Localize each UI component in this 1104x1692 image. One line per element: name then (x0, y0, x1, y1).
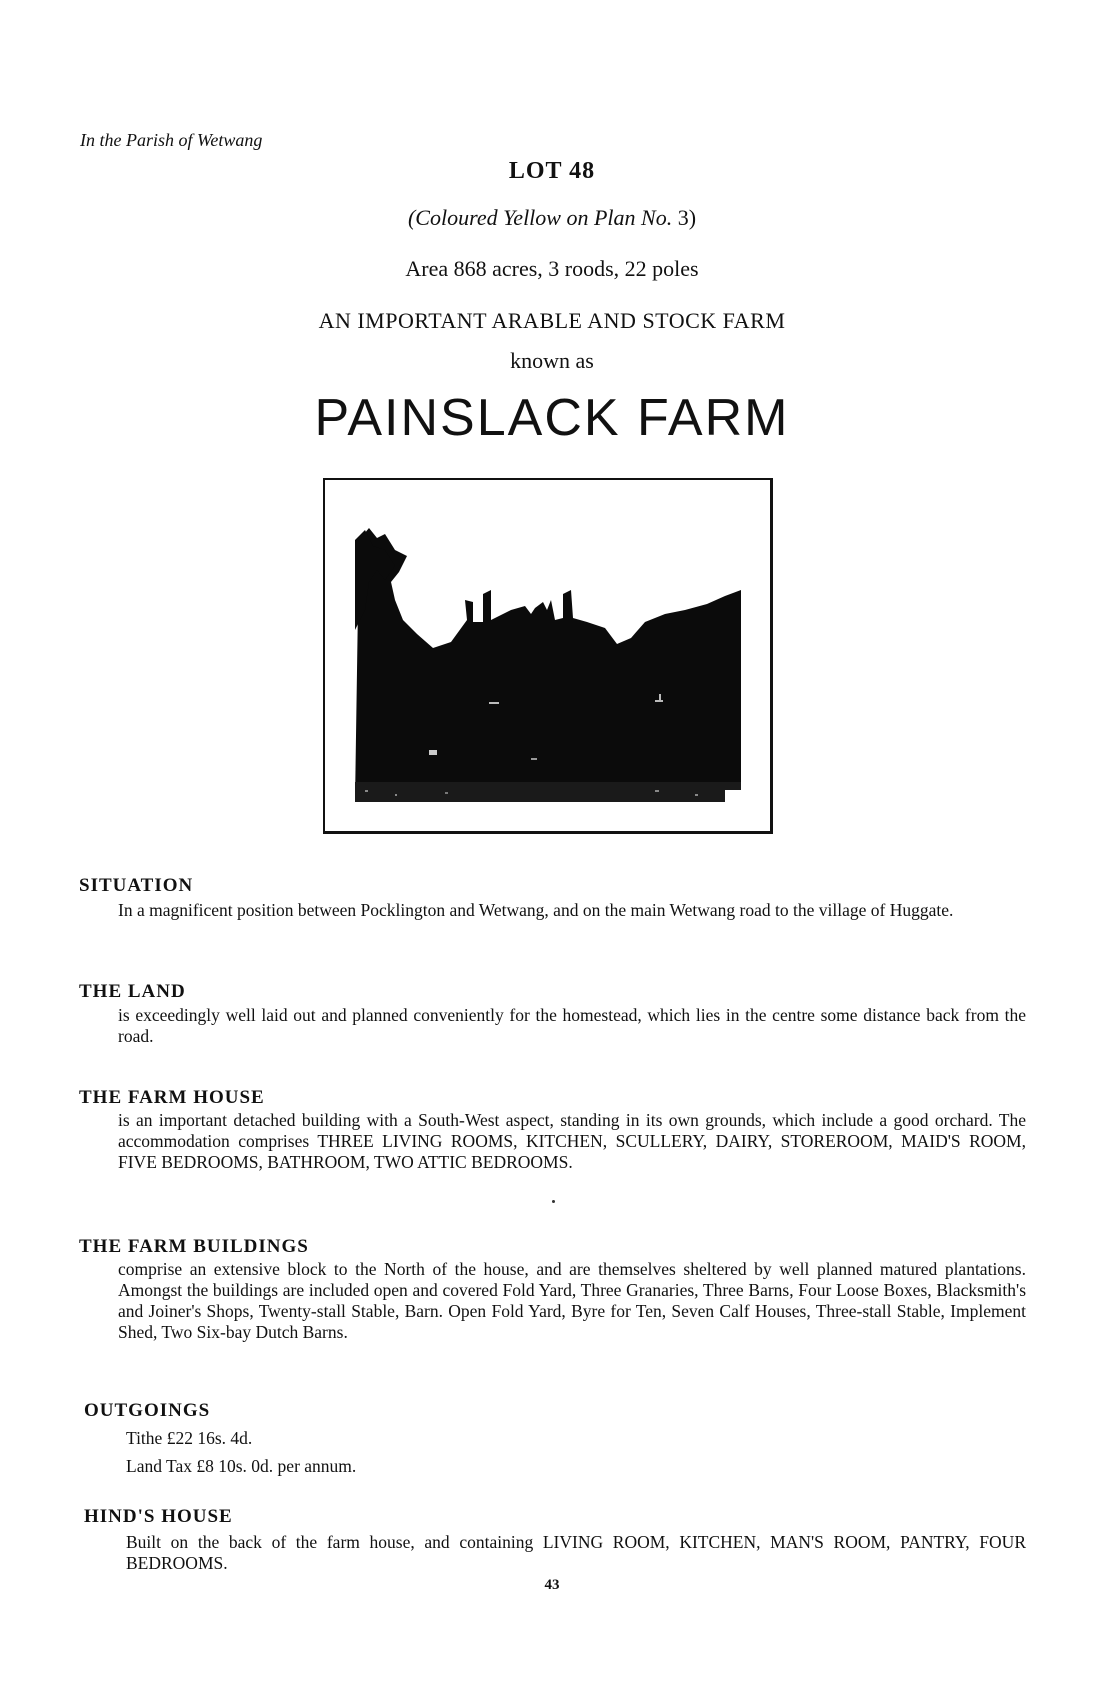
farm-photograph-frame (323, 478, 773, 834)
farm-photograph (355, 510, 741, 802)
land-body: is exceedingly well laid out and planned conveniently for the homestead, which lies in the centre some distance back from the road. (118, 1005, 1026, 1046)
known-as: known as (510, 348, 594, 373)
farm-description: AN IMPORTANT ARABLE AND STOCK FARM (318, 308, 786, 333)
situation-body: In a magnificent position between Pocklington and Wetwang, and on the main Wetwang road to the village of Huggate. (118, 900, 954, 920)
situation-heading: SITUATION (79, 875, 194, 896)
land-heading: THE LAND (79, 981, 186, 1002)
hinds-house-heading: HIND'S HOUSE (84, 1506, 233, 1527)
farm-buildings-body: comprise an extensive block to the North of the house, and are themselves sheltered by well planned matured plantations. Amongst the buildings are included open and covered Fold Yard, Three Granaries, Three Barns, Four Loose Boxes, Blacksmith's and Joiner's Shops, Twenty-stall Stable, Barn. Open Fold Yard, Byre for Ten, Seven Calf Houses, Three-stall Stable, Implement Shed, Two Six-bay Dutch Barns. (118, 1259, 1026, 1342)
page-title: PAINSLACK FARM (314, 389, 790, 447)
area-line: Area 868 acres, 3 roods, 22 poles (405, 256, 699, 281)
farm-buildings-heading: THE FARM BUILDINGS (79, 1236, 309, 1257)
parish-label: In the Parish of Wetwang (80, 130, 263, 150)
farm-house-body: is an important detached building with a South-West aspect, standing in its own grounds, which include a good orchard. The accommodation comprises THREE LIVING ROOMS, KITCHEN, SCULLERY, DAIRY, STOREROOM, MAID'S ROOM, FIVE BEDROOMS, BATHROOM, TWO ATTIC BEDROOMS. (118, 1110, 1026, 1172)
stray-dot (552, 1200, 555, 1203)
page-number: 43 (544, 1577, 560, 1593)
plan-colour-italic: (Coloured Yellow on Plan No. (407, 205, 673, 230)
outgoings-heading: OUTGOINGS (84, 1400, 211, 1421)
farm-house-heading: THE FARM HOUSE (79, 1087, 265, 1108)
plan-colour-note (0, 205, 1104, 231)
hinds-house-body: Built on the back of the farm house, and containing LIVING ROOM, KITCHEN, MAN'S ROOM, PANTRY, FOUR BEDROOMS. (126, 1532, 1026, 1573)
outgoings-tithe: Tithe £22 16s. 4d. (126, 1428, 253, 1448)
lot-number: LOT 48 (508, 158, 596, 184)
plan-number: 3) (677, 205, 697, 230)
outgoings-land-tax: Land Tax £8 10s. 0d. per annum. (126, 1456, 357, 1476)
